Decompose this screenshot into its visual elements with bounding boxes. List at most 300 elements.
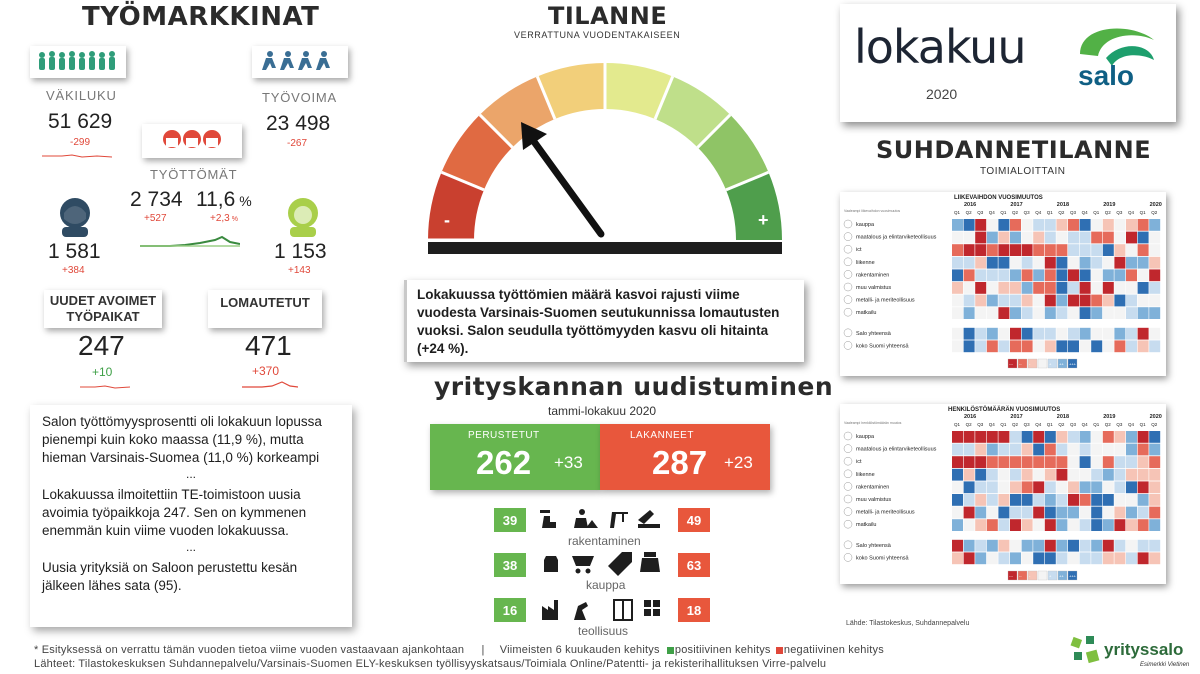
heatmap-cell <box>1149 282 1160 294</box>
unemployed-label: TYÖTTÖMÄT <box>150 167 238 182</box>
heatmap-cell <box>1033 431 1044 443</box>
heatmap-cell <box>952 469 963 481</box>
personnel-heatmap-title: HENKILÖSTÖMÄÄRÄN VUOSIMUUTOS <box>948 407 1061 413</box>
heatmap-cell <box>1010 519 1021 531</box>
heatmap-cell <box>1033 282 1044 294</box>
heatmap-quarter: Q1 <box>1000 422 1007 427</box>
heatmap-cell <box>1045 552 1056 564</box>
heatmap-row-icon <box>844 270 852 278</box>
heatmap-cell <box>1149 295 1160 307</box>
vacancies-label: UUDET AVOIMET TYÖPAIKAT <box>49 293 157 324</box>
heatmap-legend-label: -- <box>1019 361 1022 367</box>
workforce-label: TYÖVOIMA <box>262 90 338 105</box>
heatmap-cell <box>1056 456 1067 468</box>
heatmap-cell <box>987 456 998 468</box>
heatmap-cell <box>1010 494 1021 506</box>
heatmap-cell <box>998 507 1009 519</box>
heatmap-cell <box>1080 519 1091 531</box>
heatmap-cell <box>1103 257 1114 269</box>
heatmap-cell <box>952 444 963 456</box>
heatmap-row-label: kauppa <box>856 222 875 228</box>
heatmap-cell <box>1080 219 1091 231</box>
heatmap-row-label: matkailu <box>856 522 877 529</box>
heatmap-cell <box>1022 219 1033 231</box>
closed-label: LAKANNEET <box>630 430 694 441</box>
heatmap-cell <box>975 328 986 340</box>
heatmap-cell <box>998 494 1009 506</box>
heatmap-cell <box>952 219 963 231</box>
heatmap-cell <box>1056 257 1067 269</box>
footer-divider: | <box>481 644 485 656</box>
construction-icons <box>538 506 666 532</box>
heatmap-cell <box>1080 232 1091 244</box>
heatmap-legend-label: --- <box>1009 361 1013 367</box>
heatmap-row-icon <box>844 445 852 453</box>
heatmap-cell <box>1103 232 1114 244</box>
heatmap-cell <box>952 232 963 244</box>
heatmap-cell <box>1126 340 1137 352</box>
heatmap-cell <box>1103 340 1114 352</box>
heatmap-cell <box>1010 469 1021 481</box>
heatmap-quarter: Q4 <box>1128 210 1135 215</box>
heatmap-cell <box>998 307 1009 319</box>
note-vacancies: Lokakuussa ilmoitettiin TE-toimistoon uusia avoimia työpaikkoja 247. Sen on kymmenen enemmän kuin viime vuoden lokakuussa. <box>42 487 307 538</box>
heatmap-cell <box>998 282 1009 294</box>
heatmap-cell <box>1068 307 1079 319</box>
heatmap-year: 2016 <box>964 202 977 208</box>
heatmap-cell <box>1033 232 1044 244</box>
heatmap-cell <box>1022 552 1033 564</box>
heatmap-cell <box>1114 307 1125 319</box>
heatmap-quarter: Q3 <box>1070 422 1077 427</box>
heatmap-cell <box>952 307 963 319</box>
heatmap-cell <box>1056 481 1067 493</box>
heatmap-year: 2020 <box>1149 202 1162 208</box>
heatmap-quarter: Q2 <box>1104 422 1111 427</box>
heatmap-cell <box>1091 257 1102 269</box>
heatmap-cell <box>1126 444 1137 456</box>
heatmap-cell <box>964 540 975 552</box>
heatmap-row-label: ict <box>856 247 862 254</box>
heatmap-cell <box>987 244 998 256</box>
heatmap-row-label: koko Suomi yhteensä <box>856 343 909 350</box>
heatmap-cell <box>1114 328 1125 340</box>
heatmap-cell <box>975 269 986 281</box>
heatmap-cell <box>1010 232 1021 244</box>
heatmap-row-icon <box>844 296 852 304</box>
yrityssalo-logo-text: yrityssalo <box>1104 640 1184 659</box>
heatmap-cell <box>1056 469 1067 481</box>
heatmap-row-label: kauppa <box>856 434 875 440</box>
heatmap-cell <box>1045 340 1056 352</box>
heatmap-row-label: metalli- ja meriteollisuus <box>856 509 915 516</box>
personnel-heatmap <box>840 404 1166 584</box>
heatmap-cell <box>1126 307 1137 319</box>
heatmap-cell <box>1114 295 1125 307</box>
heatmap-legend-label: -- <box>1019 573 1022 579</box>
heatmap-cell <box>987 232 998 244</box>
heatmap-cell <box>1010 340 1021 352</box>
heatmap-cell <box>1091 552 1102 564</box>
heatmap-cell <box>1033 481 1044 493</box>
heatmap-row-icon <box>844 470 852 478</box>
labour-market-title: TYÖMARKKINAT <box>82 2 320 32</box>
heatmap-cell <box>1080 444 1091 456</box>
heatmap-cell <box>952 494 963 506</box>
heatmap-quarter: Q2 <box>965 422 972 427</box>
heatmap-cell <box>998 481 1009 493</box>
heatmap-year: 2018 <box>1056 414 1070 420</box>
heatmap-cell <box>1068 431 1079 443</box>
heatmap-cell <box>975 519 986 531</box>
vacancies-card <box>44 290 162 328</box>
heatmap-cell <box>1149 481 1160 493</box>
heatmap-cell <box>1068 219 1079 231</box>
heatmap-cell <box>964 307 975 319</box>
heatmap-cell <box>1022 456 1033 468</box>
heatmap-cell <box>1138 494 1149 506</box>
heatmap-cell <box>975 282 986 294</box>
heatmap-year: 2019 <box>1103 202 1116 208</box>
heatmap-cell <box>998 519 1009 531</box>
heatmap-cell <box>1022 469 1033 481</box>
heatmap-cell <box>1149 257 1160 269</box>
heatmap-cell <box>1056 244 1067 256</box>
heatmap-cell <box>1149 494 1160 506</box>
heatmap-cell <box>998 456 1009 468</box>
heatmap-cell <box>1056 307 1067 319</box>
heatmap-cell <box>1114 431 1125 443</box>
heatmap-row-icon <box>844 508 852 516</box>
heatmap-year: 2020 <box>1149 414 1162 420</box>
heatmap-cell <box>1091 456 1102 468</box>
heatmap-cell <box>1033 494 1044 506</box>
heatmap-legend-swatch <box>1038 571 1047 580</box>
heatmap-cell <box>998 540 1009 552</box>
heatmap-cell <box>1022 257 1033 269</box>
heatmap-row-label: liikenne <box>856 259 875 266</box>
heatmap-cell <box>1080 269 1091 281</box>
personnel-heatmap-panel <box>840 404 1166 584</box>
unemployed-sparkline <box>140 234 240 250</box>
heatmap-cell <box>952 540 963 552</box>
business-cycle-title: SUHDANNETILANNE <box>876 136 1152 164</box>
heatmap-cell <box>1149 552 1160 564</box>
heatmap-cell <box>1126 481 1137 493</box>
heatmap-quarter: Q1 <box>1139 210 1146 215</box>
heatmap-row-label: rakentaminen <box>856 484 890 491</box>
men-unemployed-value: 1 581 <box>48 240 101 263</box>
business-cycle-subtitle: TOIMIALOITTAIN <box>980 166 1066 177</box>
heatmap-cell <box>1010 219 1021 231</box>
layoffs-label: LOMAUTETUT <box>220 295 310 310</box>
heatmap-cell <box>1056 519 1067 531</box>
heatmap-cell <box>1080 340 1091 352</box>
heatmap-row-label: Salo yhteensä <box>856 542 891 549</box>
renewal-title: yrityskannan uudistuminen <box>434 372 834 401</box>
heatmap-cell <box>1045 481 1056 493</box>
heatmap-cell <box>1114 540 1125 552</box>
heatmap-cell <box>1068 481 1079 493</box>
heatmap-cell <box>1022 244 1033 256</box>
heatmap-cell <box>1126 540 1137 552</box>
month-name: lokakuu <box>854 20 1026 74</box>
heatmap-cell <box>998 469 1009 481</box>
heatmap-cell <box>1091 481 1102 493</box>
heatmap-cell <box>987 469 998 481</box>
founded-tile <box>430 424 600 490</box>
trade-label: kauppa <box>586 578 626 592</box>
heatmap-cell <box>1045 257 1056 269</box>
heatmap-cell <box>1091 307 1102 319</box>
heatmap-cell <box>1126 232 1137 244</box>
heatmap-quarter: Q4 <box>1035 210 1042 215</box>
heatmap-cell <box>1114 469 1125 481</box>
heatmap-cell <box>1033 295 1044 307</box>
heatmap-cell <box>1138 507 1149 519</box>
heatmap-cell <box>998 295 1009 307</box>
trade-founded: 38 <box>494 553 526 577</box>
heatmap-row-label: muu valmistus <box>856 497 892 503</box>
heatmap-cell <box>1022 307 1033 319</box>
yrityssalo-tagline: Esimerkki Vietinen <box>1140 662 1190 668</box>
heatmap-cell <box>964 431 975 443</box>
heatmap-cell <box>1033 328 1044 340</box>
heatmap-cell <box>1056 340 1067 352</box>
heatmap-year: 2017 <box>1010 414 1023 420</box>
turnover-heatmap <box>840 192 1166 376</box>
heatmap-cell <box>1114 219 1125 231</box>
population-label: VÄKILUKU <box>46 88 117 103</box>
heatmap-cell <box>1022 431 1033 443</box>
heatmap-cell <box>1068 257 1079 269</box>
heatmap-cell <box>998 431 1009 443</box>
heatmap-row-icon <box>844 329 852 337</box>
heatmap-row-icon <box>844 457 852 465</box>
situation-gauge <box>418 50 792 260</box>
heatmap-cell <box>1149 540 1160 552</box>
heatmap-cell <box>1056 328 1067 340</box>
heatmap-legend-label: - <box>1029 361 1031 367</box>
heatmap-cell <box>1138 257 1149 269</box>
heatmap-legend-swatch <box>1038 359 1047 368</box>
heatmap-cell <box>1068 269 1079 281</box>
heatmap-cell <box>1068 232 1079 244</box>
heatmap-cell <box>1033 269 1044 281</box>
heatmap-quarter: Q2 <box>1058 210 1065 215</box>
heatmap-year: 2019 <box>1103 414 1116 420</box>
heatmap-cell <box>1022 340 1033 352</box>
heatmap-cell <box>952 431 963 443</box>
heatmap-cell <box>1126 282 1137 294</box>
negative-legend-label: negatiivinen kehitys <box>783 644 884 656</box>
heatmap-cell <box>1149 307 1160 319</box>
heatmap-cell <box>1056 431 1067 443</box>
heatmap-cell <box>975 540 986 552</box>
heatmap-cell <box>1149 469 1160 481</box>
heatmap-cell <box>1080 307 1091 319</box>
heatmap-cell <box>1022 519 1033 531</box>
heatmap-cell <box>1080 328 1091 340</box>
heatmap-cell <box>1045 307 1056 319</box>
heatmap-cell <box>1045 282 1056 294</box>
gauge-minus-label: - <box>444 210 450 230</box>
heatmap-cell <box>964 282 975 294</box>
heatmap-cell <box>987 295 998 307</box>
footer-trend-note: Viimeisten 6 kuukauden kehitys <box>499 644 660 656</box>
note-separator: ... <box>185 540 196 554</box>
heatmap-cell <box>1056 269 1067 281</box>
heatmap-cell <box>952 456 963 468</box>
heatmap-cell <box>1045 232 1056 244</box>
heatmap-row-label: metalli- ja meriteollisuus <box>856 297 915 304</box>
heatmap-quarter: Q2 <box>1012 422 1019 427</box>
heatmap-row-icon <box>844 283 852 291</box>
heatmap-cell <box>964 456 975 468</box>
heatmap-row-icon <box>844 553 852 561</box>
founded-value: 262 <box>476 444 532 481</box>
footer-sources: Lähteet: Tilastokeskuksen Suhdannepalvelu/Varsinais-Suomen ELY-keskuksen työllisyyskatsaus/Toimiala Online/Patentti- ja rekisterihallituksen Virre-palvelu <box>34 658 827 670</box>
heatmap-quarter: Q2 <box>965 210 972 215</box>
heatmap-cell <box>1103 494 1114 506</box>
heatmap-quarter: Q4 <box>988 210 995 215</box>
vacancies-delta: +10 <box>92 365 113 379</box>
heatmap-cell <box>1033 540 1044 552</box>
heatmap-row-label: koko Suomi yhteensä <box>856 555 909 562</box>
heatmap-quarter: Q1 <box>1093 422 1100 427</box>
month-logo-box <box>840 4 1176 122</box>
heatmap-cell <box>1022 481 1033 493</box>
heatmap-cell <box>1033 507 1044 519</box>
heatmap-cell <box>1033 340 1044 352</box>
heatmap-cell <box>1056 540 1067 552</box>
heatmap-cell <box>1068 552 1079 564</box>
heatmap-cell <box>1080 295 1091 307</box>
heatmap-cell <box>1103 444 1114 456</box>
heatmap-cell <box>1138 244 1149 256</box>
heatmap-cell <box>1068 494 1079 506</box>
heatmap-cell <box>964 552 975 564</box>
heatmap-cell <box>1103 456 1114 468</box>
heatmap-cell <box>987 307 998 319</box>
heatmap-cell <box>1138 307 1149 319</box>
heatmap-quarter: Q2 <box>1012 210 1019 215</box>
heatmap-cell <box>1080 481 1091 493</box>
heatmap-cell <box>952 282 963 294</box>
heatmap-cell <box>1068 295 1079 307</box>
heatmap-row-label: matkailu <box>856 310 877 317</box>
heatmap-cell <box>1114 552 1125 564</box>
heatmap-cell <box>975 295 986 307</box>
heatmap-cell <box>975 431 986 443</box>
founded-label: PERUSTETUT <box>468 430 540 441</box>
vacancies-value: 247 <box>78 330 125 361</box>
heatmap-cell <box>987 494 998 506</box>
heatmap-row-icon <box>844 432 852 440</box>
heatmap-cell <box>1010 295 1021 307</box>
heatmap-cell <box>1114 232 1125 244</box>
heatmap-cell <box>1149 232 1160 244</box>
closed-delta: +23 <box>724 453 753 472</box>
heatmap-cell <box>1010 456 1021 468</box>
heatmap-cell <box>964 232 975 244</box>
population-card <box>30 46 126 78</box>
heatmap-cell <box>964 340 975 352</box>
construction-label: rakentaminen <box>568 534 641 548</box>
heatmap-cell <box>998 269 1009 281</box>
footer-comparison-note: * Esityksessä on verrattu tämän vuoden tietoa viime vuoden vastaavaan ajankohtaan <box>34 644 465 656</box>
heatmap-cell <box>1091 328 1102 340</box>
heatmap-cell <box>1091 507 1102 519</box>
heatmap-cell <box>1149 444 1160 456</box>
heatmap-cell <box>964 295 975 307</box>
positive-legend-swatch <box>667 647 674 654</box>
heatmap-cell <box>1138 456 1149 468</box>
heatmap-legend-label: +++ <box>1069 361 1077 367</box>
heatmap-cell <box>998 552 1009 564</box>
heatmap-quarter: Q4 <box>1128 422 1135 427</box>
heatmap-cell <box>975 340 986 352</box>
heatmap-cell <box>975 507 986 519</box>
woman-icon <box>280 193 326 239</box>
heatmap-cell <box>952 244 963 256</box>
heatmap-cell <box>1091 244 1102 256</box>
heatmap-cell <box>1068 340 1079 352</box>
heatmap-cell <box>1080 552 1091 564</box>
heatmap-cell <box>1114 282 1125 294</box>
heatmap-cell <box>1068 244 1079 256</box>
situation-title: TILANNE <box>548 2 668 30</box>
heatmap-cell <box>1022 328 1033 340</box>
heatmap-row-label: maatalous ja elintarviketeollisuus <box>856 234 937 241</box>
heatmap-cell <box>1056 552 1067 564</box>
situation-subtitle: VERRATTUNA VUODENTAKAISEEN <box>514 30 681 40</box>
heatmap-cell <box>1149 507 1160 519</box>
heatmap-cell <box>1056 295 1067 307</box>
heatmap-year: 2018 <box>1056 202 1070 208</box>
heatmap-cell <box>987 481 998 493</box>
heatmap-legend-label: + <box>1049 573 1052 579</box>
heatmap-cell <box>1091 540 1102 552</box>
construction-closed: 49 <box>678 508 710 532</box>
heatmap-cell <box>1114 269 1125 281</box>
heatmap-cell <box>1068 519 1079 531</box>
heatmap-row-label: Salo yhteensä <box>856 330 891 337</box>
yrityssalo-logo-icon <box>1068 634 1102 668</box>
man-icon <box>52 193 98 239</box>
heatmap-cell <box>1045 244 1056 256</box>
heatmap-cell <box>998 257 1009 269</box>
heatmap-cell <box>1114 507 1125 519</box>
heatmap-cell <box>1126 494 1137 506</box>
heatmap-cell <box>987 219 998 231</box>
heatmap-cell <box>1022 444 1033 456</box>
heatmap-cell <box>1126 257 1137 269</box>
turnover-heatmap-corner: Vaaleampi liikevaihdon vuosimuutos <box>844 209 901 213</box>
heatmap-cell <box>1126 552 1137 564</box>
heatmap-cell <box>1022 295 1033 307</box>
heatmap-row-icon <box>844 495 852 503</box>
heatmap-cell <box>1080 431 1091 443</box>
heatmap-cell <box>1126 519 1137 531</box>
heatmap-quarter: Q3 <box>1023 210 1030 215</box>
heatmap-quarter: Q2 <box>1058 422 1065 427</box>
heatmap-cell <box>1149 431 1160 443</box>
heatmap-cell <box>1056 232 1067 244</box>
heatmap-cell <box>1033 219 1044 231</box>
heatmap-cell <box>1056 507 1067 519</box>
heatmap-cell <box>1080 244 1091 256</box>
